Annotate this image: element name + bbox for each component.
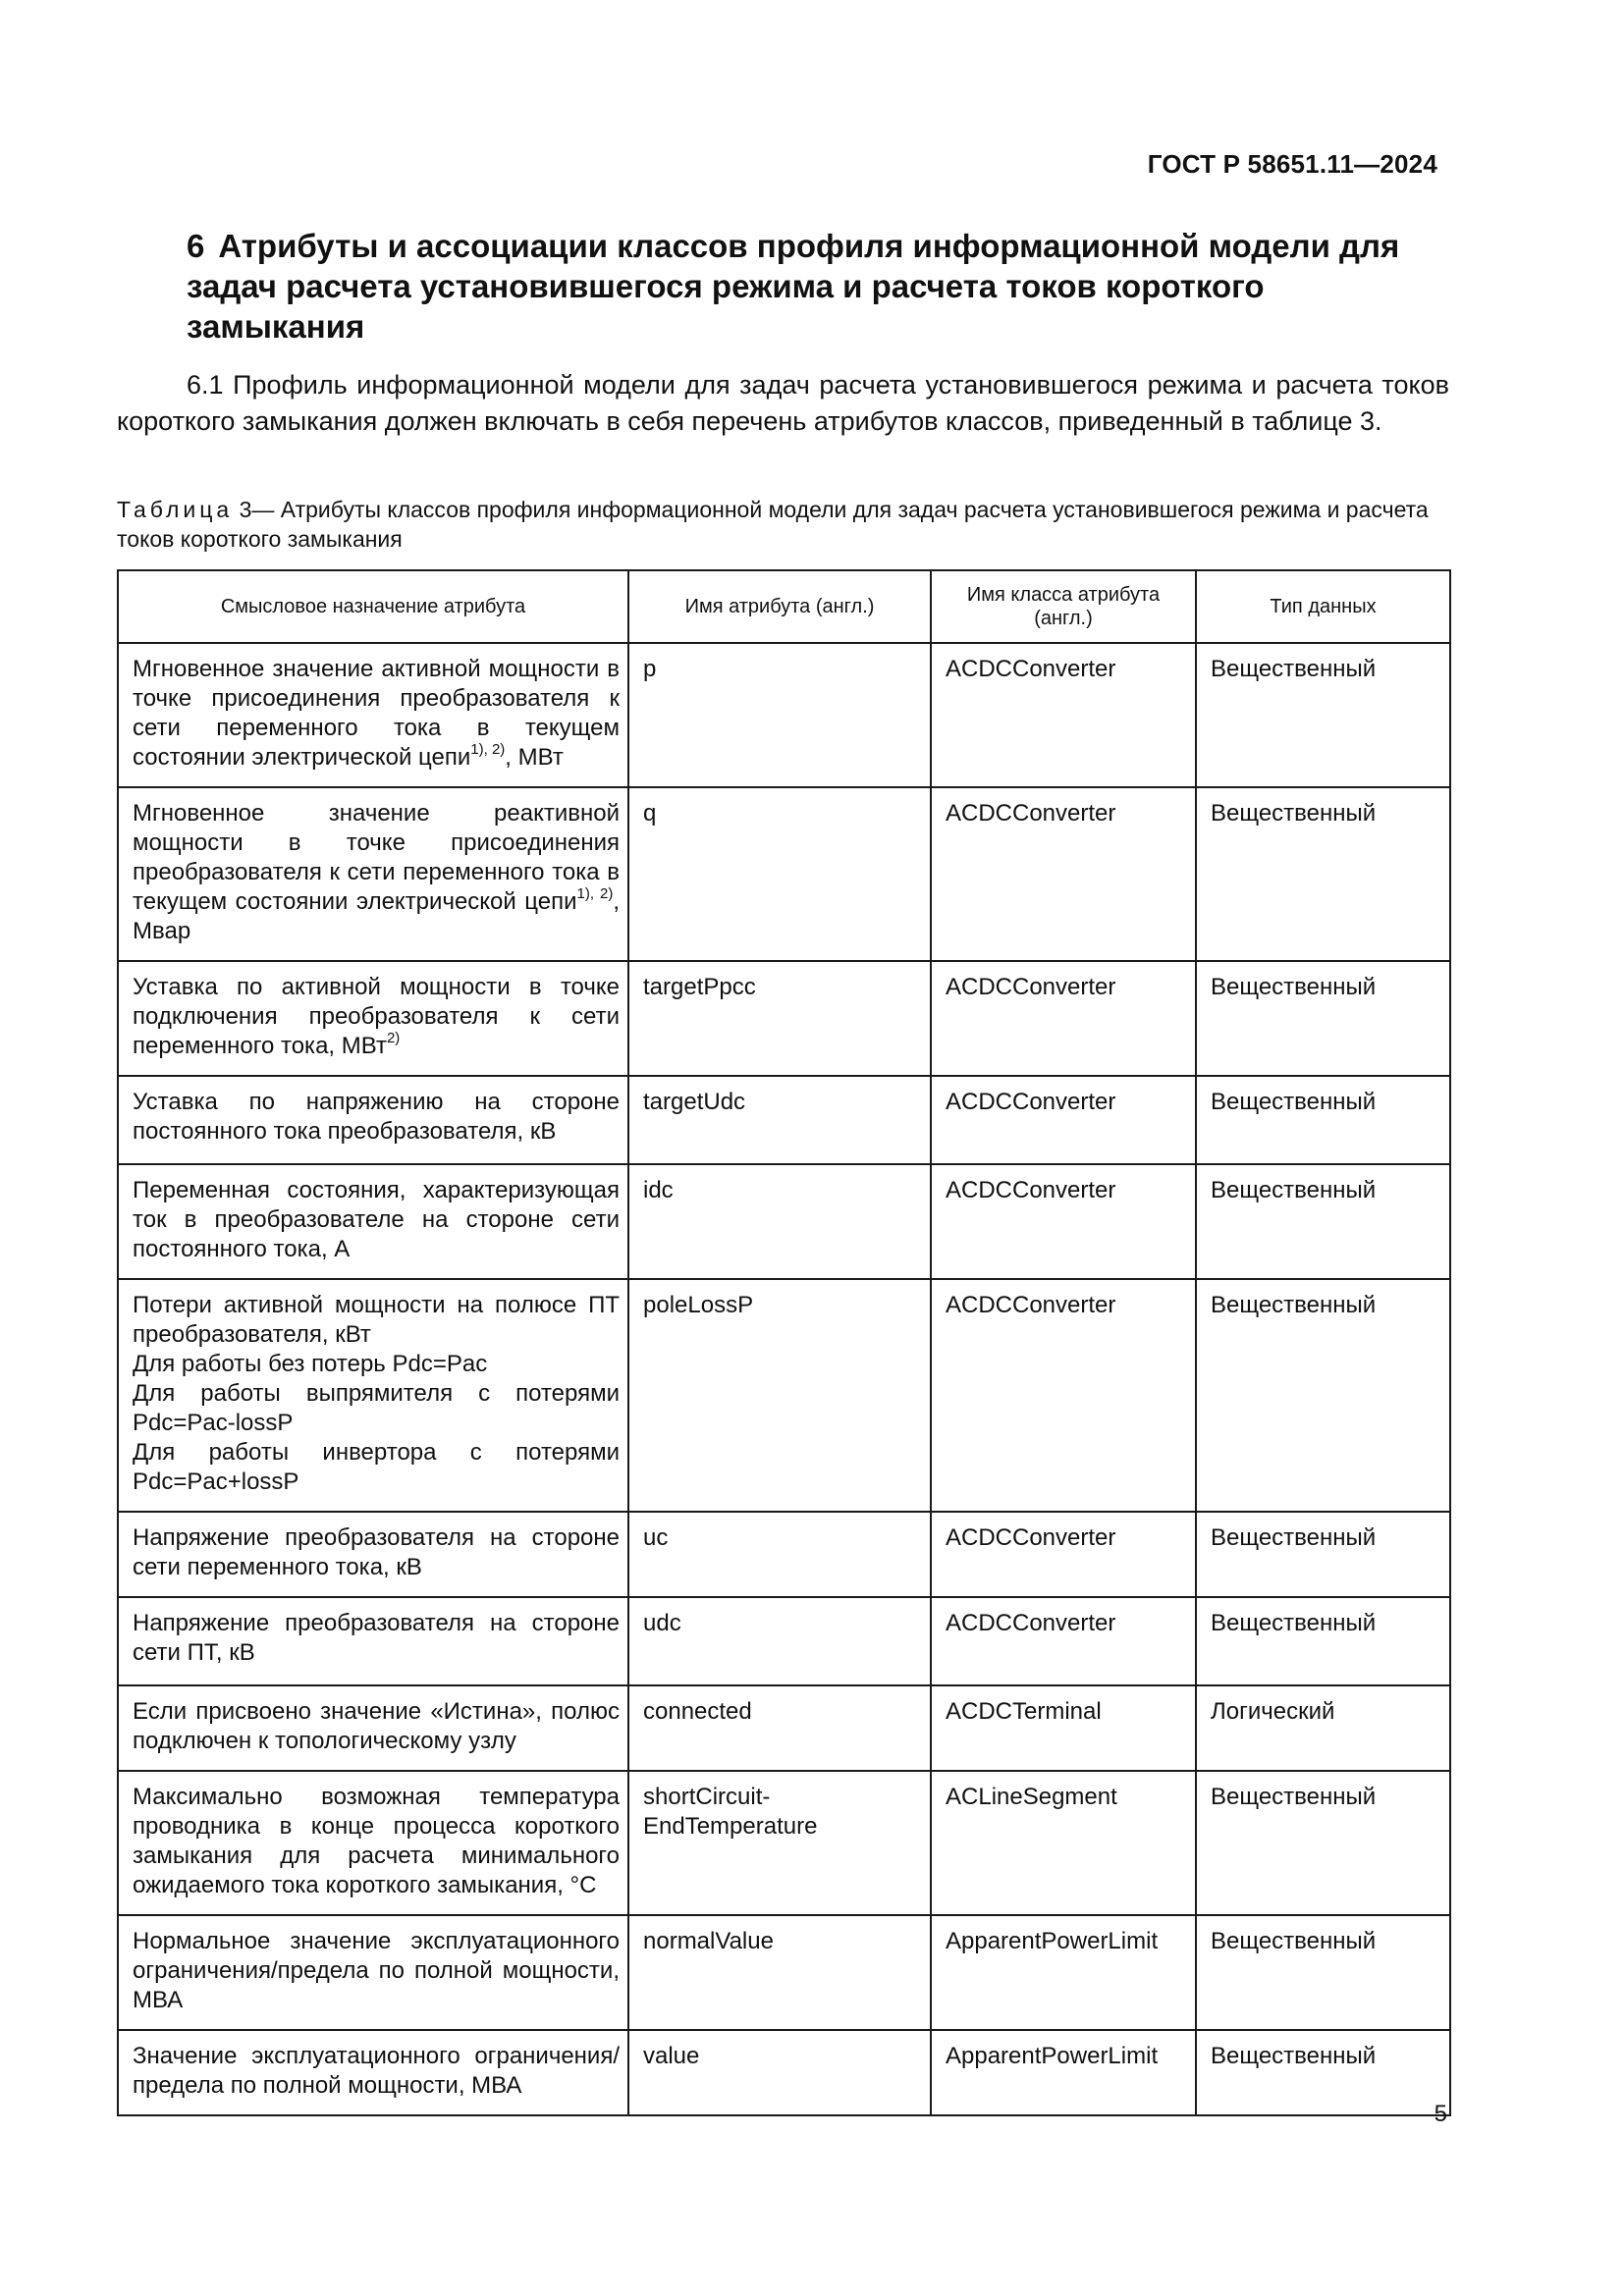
table-row	[118, 1512, 1450, 1597]
column-header-attribute-name: Имя атрибута (англ.)	[628, 570, 931, 643]
attributes-table	[117, 569, 1451, 2116]
cell-class-name: ACDCConverter	[931, 1279, 1196, 1512]
cell-purpose-line: Для работы без потерь Pdc=Pac	[133, 1351, 488, 1377]
cell-class-name: ApparentPowerLimit	[931, 1915, 1196, 2030]
cell-attribute-name: connected	[628, 1685, 931, 1771]
cell-data-type: Вещественный	[1196, 1915, 1450, 2030]
table-row	[118, 1915, 1450, 2030]
cell-purpose: Напряжение преобразователя на стороне сети ПТ, кВ	[118, 1597, 628, 1685]
cell-purpose: Переменная состояния, характеризующая ток в преобразователе на стороне сети постоянного тока, А	[118, 1164, 628, 1279]
table-row	[118, 1685, 1450, 1771]
table-caption-number: 3	[239, 497, 252, 522]
cell-class-name: ACDCConverter	[931, 643, 1196, 787]
cell-attribute-name: shortCircuit-EndTemperature	[628, 1771, 931, 1915]
cell-class-name: ACDCConverter	[931, 961, 1196, 1076]
cell-data-type: Вещественный	[1196, 1164, 1450, 1279]
table-row	[118, 1076, 1450, 1164]
section-title: Атрибуты и ассоциации классов профиля информационной модели для задач расчета установившегося режима и расчета токов короткого замыкания	[187, 228, 1400, 345]
column-header-data-type: Тип данных	[1196, 570, 1450, 643]
cell-purpose	[118, 1279, 628, 1512]
cell-data-type: Вещественный	[1196, 1279, 1450, 1512]
cell-data-type: Логический	[1196, 1685, 1450, 1771]
table-caption-label: Таблица	[117, 497, 234, 522]
cell-class-name: ACDCConverter	[931, 1597, 1196, 1685]
cell-attribute-name: udc	[628, 1597, 931, 1685]
cell-data-type: Вещественный	[1196, 787, 1450, 961]
cell-purpose: Напряжение преобразователя на стороне сети переменного тока, кВ	[118, 1512, 628, 1597]
cell-attribute-name: value	[628, 2030, 931, 2115]
cell-class-name: ApparentPowerLimit	[931, 2030, 1196, 2115]
table-row	[118, 787, 1450, 961]
footnote-ref: 1), 2)	[470, 741, 506, 758]
table-row	[118, 1279, 1450, 1512]
cell-class-name: ACDCConverter	[931, 1512, 1196, 1597]
footnote-ref: 2)	[386, 1030, 401, 1046]
cell-data-type: Вещественный	[1196, 2030, 1450, 2115]
table-row	[118, 1597, 1450, 1685]
cell-purpose-line: Для работы выпрямителя с потерями Pdc=Pac-lossP	[133, 1380, 620, 1436]
cell-purpose-line: Потери активной мощности на полюсе ПТ преобразователя, кВт	[133, 1292, 620, 1348]
table-caption-text: — Атрибуты классов профиля информационной модели для задач расчета установившегося режима и расчета токов короткого замыкания	[117, 497, 1429, 552]
table-row	[118, 961, 1450, 1076]
cell-attribute-name: targetPpcc	[628, 961, 931, 1076]
table-row	[118, 1771, 1450, 1915]
cell-attribute-name: idc	[628, 1164, 931, 1279]
cell-purpose: Мгновенное значение реактивной мощности в точке присоединения преобразователя к сети переменного тока в текущем состоянии электрической цепи$^{1), 2)}$, Мвар	[118, 787, 628, 961]
cell-attribute-name: normalValue	[628, 1915, 931, 2030]
cell-data-type: Вещественный	[1196, 1771, 1450, 1915]
column-header-class-name: Имя класса атрибута (англ.)	[931, 570, 1196, 643]
cell-class-name: ACDCTerminal	[931, 1685, 1196, 1771]
cell-purpose: Уставка по напряжению на стороне постоянного тока преобразователя, кВ	[118, 1076, 628, 1164]
table-header-row	[118, 570, 1450, 643]
footnote-ref: 1), 2)	[576, 885, 614, 902]
cell-class-name: ACDCConverter	[931, 1164, 1196, 1279]
cell-data-type: Вещественный	[1196, 1512, 1450, 1597]
section-heading	[187, 226, 1424, 347]
cell-purpose: Значение эксплуатационного ограничения/предела по полной мощности, МВА	[118, 2030, 628, 2115]
cell-attribute-name: targetUdc	[628, 1076, 931, 1164]
cell-purpose: Уставка по активной мощности в точке подключения преобразователя к сети переменного тока, МВт$^{2)}$	[118, 961, 628, 1076]
cell-purpose: Мгновенное значение активной мощности в точке присоединения преобразователя к сети переменного тока в текущем состоянии электрической цепи$^{1), 2)}$, МВт	[118, 643, 628, 787]
cell-class-name: ACDCConverter	[931, 787, 1196, 961]
section-number: 6	[187, 228, 205, 264]
cell-purpose: Максимально возможная температура проводника в конце процесса короткого замыкания для расчета минимального ожидаемого тока короткого замыкания, °С	[118, 1771, 628, 1915]
cell-attribute-name: q	[628, 787, 931, 961]
cell-data-type: Вещественный	[1196, 643, 1450, 787]
table-caption	[117, 495, 1449, 554]
cell-class-name: ACDCConverter	[931, 1076, 1196, 1164]
table-row	[118, 2030, 1450, 2115]
cell-data-type: Вещественный	[1196, 1076, 1450, 1164]
column-header-purpose: Смысловое назначение атрибута	[118, 570, 628, 643]
page-number: 5	[1434, 2101, 1447, 2127]
cell-data-type: Вещественный	[1196, 961, 1450, 1076]
cell-purpose: Нормальное значение эксплуатационного ограничения/предела по полной мощности, МВА	[118, 1915, 628, 2030]
cell-attribute-name: p	[628, 643, 931, 787]
table-row	[118, 1164, 1450, 1279]
cell-attribute-name: uc	[628, 1512, 931, 1597]
cell-class-name: ACLineSegment	[931, 1771, 1196, 1915]
intro-paragraph: 6.1 Профиль информационной модели для задач расчета установившегося режима и расчета токов короткого замыкания должен включать в себя перечень атрибутов классов, приведенный в таблице 3.	[117, 370, 1449, 436]
cell-attribute-name: poleLossP	[628, 1279, 931, 1512]
cell-data-type: Вещественный	[1196, 1597, 1450, 1685]
cell-purpose: Если присвоено значение «Истина», полюс подключен к топологическому узлу	[118, 1685, 628, 1771]
cell-purpose-line: Для работы инвертора с потерями Pdc=Pac+lossP	[133, 1439, 620, 1495]
document-code: ГОСТ Р 58651.11—2024	[1147, 149, 1437, 179]
table-row	[118, 643, 1450, 787]
